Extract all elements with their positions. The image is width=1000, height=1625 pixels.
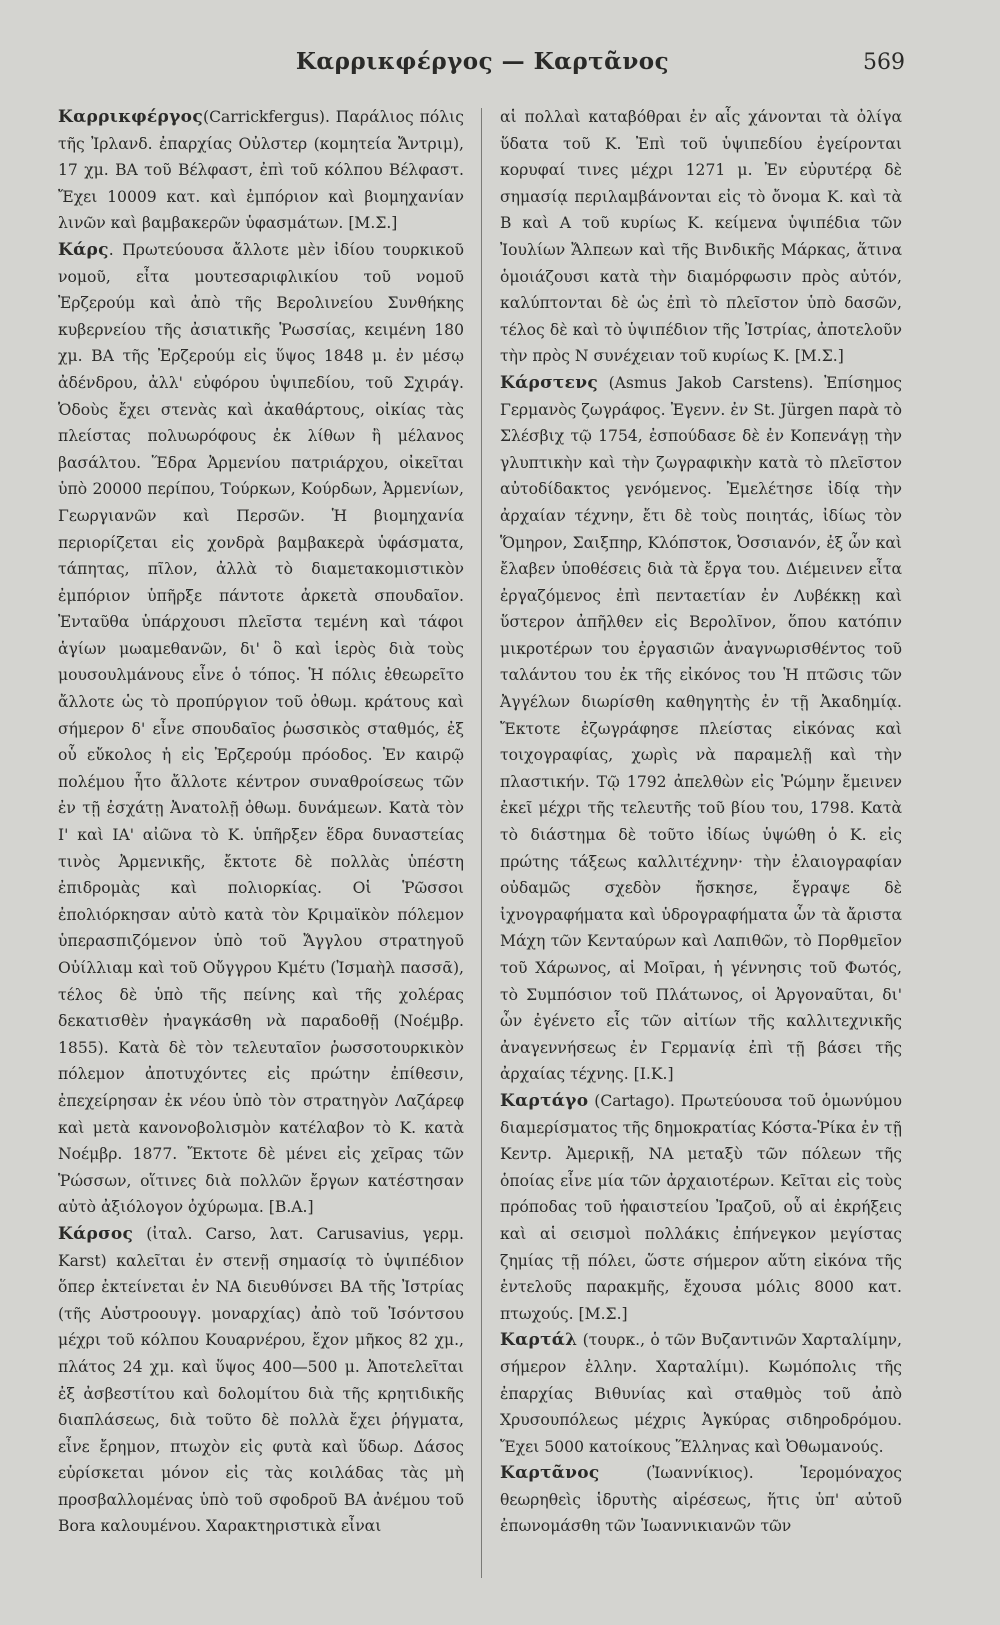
entry-headword: Κάρστενς [500, 372, 599, 393]
page-number: 569 [863, 50, 905, 75]
entry-carstens [500, 370, 902, 1088]
entry-headword: Καρτάλ [500, 1330, 578, 1351]
entry-text: . Πρωτεύουσα ἄλλοτε μὲν ἰδίου τουρκικοῦ νομοῦ, εἶτα μουτεσαριφλικίου τοῦ νομοῦ Ἐρζερούμ καὶ ἀπὸ τῆς Βερολινείου Συνθήκης κυβερνείου τῆς ἀσιατικῆς Ῥωσσίας, κειμένη 180 χμ. ΒΑ τῆς Ἐρζερούμ εἰς ὕψος 1848 μ. ἐν μέσῳ ἀδένδρου, ἀλλ' εὐφόρου ὑψιπεδίου, τοῦ Σχιράγ. Ὁδοὺς ἔχει στενὰς καὶ ἀκαθάρτους, οἰκίας τὰς πλείστας πολυωρόφους ἐκ λίθων ἢ μέλανος βασάλτου. Ἕδρα Ἀρμενίου πατριάρχου, οἰκεῖται ὑπὸ 20000 περίπου, Τούρκων, Κούρδων, Ἀρμενίων, Γεωργιανῶν καὶ Περσῶν. Ἡ βιομηχανία περιορίζεται εἰς χονδρὰ βαμβακερὰ ὑφάσματα, τάπητας, πῖλον, ἀλλὰ τὸ διαμετακομιστικὸν ἐμπόριον ὑπῆρξε πάντοτε ἀρκετὰ σπουδαῖον. Ἐνταῦθα ὑπάρχουσι πλεῖστα τεμένη καὶ τάφοι ἁγίων μωαμεθανῶν, δι' ὃ καὶ ἱερὸς διὰ τοὺς μουσουλμάνους εἶνε ὁ τόπος. Ἡ πόλις ἐθεωρεῖτο ἄλλοτε ὡς τὸ προπύργιον τοῦ ὀθωμ. κράτους καὶ σήμερον δ' εἶνε σπουδαῖος ῥωσσικὸς σταθμός, ἐξ οὗ εὔκολος ἡ εἰς Ἐρζερούμ πρόοδος. Ἐν καιρῷ πολέμου ἦτο ἄλλοτε κέντρον συναθροίσεως τῶν ἐν τῇ ἐσχάτῃ Ἀνατολῇ ὀθωμ. δυνάμεων. Κατὰ τὸν Ι' καὶ ΙΑ' αἰῶνα τὸ Κ. ὑπῆρξεν ἕδρα δυναστείας τινὸς Ἀρμενικῆς, ἔκτοτε δὲ πολλὰς ὑπέστη ἐπιδρομὰς καὶ πολιορκίας. Οἱ Ῥῶσσοι ἐπολιόρκησαν αὐτὸ κατὰ τὸν Κριμαϊκὸν πόλεμον ὑπερασπιζόμενον ὑπὸ τοῦ Ἄγγλου στρατηγοῦ Οὐίλλιαμ καὶ τοῦ Οὔγγρου Κμέτυ (Ἰσμαὴλ πασσᾶ), τέλος δὲ ὑπὸ τῆς πείνης καὶ τῆς χολέρας δεκατισθὲν ἠναγκάσθη νὰ παραδοθῇ (Νοέμβρ. 1855). Κατὰ δὲ τὸν τελευταῖον ῥωσσοτουρκικὸν πόλεμον ἀποτυχόντες εἰς πρώτην ἐπίθεσιν, ἐπεχείρησαν ἐκ νέου ὑπὸ τὸν στρατηγὸν Λαζάρεφ καὶ μετὰ κανονοβολισμὸν κατέλαβον τὸ Κ. κατὰ Νοέμβρ. 1877. Ἔκτοτε δὲ μένει εἰς χεῖρας τῶν Ῥώσσων, οἵτινες διὰ πολλῶν ἔργων κατέστησαν αὐτὸ ἀξιόλογον ὀχύρωμα. [Β.Α.] [58, 240, 464, 1217]
entry-kars [58, 237, 464, 1221]
running-title: Καρρικφέργος — Καρτᾶνος [295, 48, 670, 75]
entry-text: (Ἰωαννίκιος). Ἱερομόναχος θεωρηθεὶς ἱδρυτὴς αἱρέσεως, ἥτις ὑπ' αὐτοῦ ἐπωνομάσθη τῶν Ἰωαννικιανῶν τῶν [500, 1464, 902, 1536]
entry-headword: Κάρς [58, 239, 109, 260]
entry-headword: Καρτάγο [500, 1090, 589, 1111]
right-column [500, 104, 902, 1540]
entry-text: (ἰταλ. Carso, λατ. Carusavius, γερμ. Karst) καλεῖται ἐν στενῇ σημασίᾳ τὸ ὑψιπέδιον ὅπερ ἐκτείνεται ἐν ΝΑ διευθύνσει ΒΑ τῆς Ἰστρίας (τῆς Αὐστροουγγ. μοναρχίας) ἀπὸ τοῦ Ἰσόντσου μέχρι τοῦ κόλπου Κουαρνέρου, ἔχον μῆκος 82 χμ., πλάτος 24 χμ. καὶ ὕψος 400—500 μ. Ἀποτελεῖται ἐξ ἀσβεστίτου καὶ δολομίτου διὰ τῆς κρητιδικῆς διαπλάσεως, διὰ τοῦτο δὲ πολλὰ ἔχει ῥήγματα, εἶνε ἔρημον, πτωχὸν εἰς φυτὰ καὶ ὕδωρ. Δάσος εὑρίσκεται μόνον εἰς τὰς κοιλάδας τὰς μὴ προσβαλλομένας ὑπὸ τοῦ σφοδροῦ ΒΑ ἀνέμου τοῦ Bora καλουμένου. Χαρακτηριστικὰ εἶναι [58, 1224, 464, 1536]
entry-headword: Κάρσος [58, 1223, 134, 1244]
entry-text: (Asmus Jakob Carstens). Ἐπίσημος Γερμανὸς ζωγράφος. Ἐγενν. ἐν St. Jürgen παρὰ τὸ Σλέσβιχ τῷ 1754, ἐσπούδασε δὲ ἐν Κοπενάγῃ τὴν γλυπτικὴν καὶ τὴν ζωγραφικὴν κατὰ τὸ πλεῖστον αὐτοδίδακτος γενόμενος. Ἐμελέτησε ἰδίᾳ τὴν ἀρχαίαν τέχνην, ἔτι δὲ τοὺς ποιητάς, ἰδίως τὸν Ὅμηρον, Σαιξπηρ, Κλόπστοκ, Ὀσσιανόν, ἐξ ὧν καὶ ἔλαβεν ὑποθέσεις διὰ τὰ ἔργα του. Διέμεινεν εἶτα ἐργαζόμενος ἐπὶ πενταετίαν ἐν Λυβέκκῃ καὶ ὕστερον ἀπῆλθεν εἰς Βερολῖνον, ὅπου κατόπιν μικροτέρων του ἐργασιῶν ἀναγνωρισθέντος τοῦ ταλάντου του ἐκ τῆς εἰκόνος του Ἡ πτῶσις τῶν Ἀγγέλων διωρίσθη καθηγητὴς ἐν τῇ Ἀκαδημίᾳ. Ἔκτοτε ἐζωγράφησε πλείστας εἰκόνας καὶ τοιχογραφίας, χωρὶς νὰ παραμελῇ καὶ τὴν πλαστικήν. Τῷ 1792 ἀπελθὼν εἰς Ῥώμην ἔμεινεν ἐκεῖ μέχρι τῆς τελευτῆς τοῦ βίου του, 1798. Κατὰ τὸ διάστημα δὲ τοῦτο ἰδίως ὑψώθη ὁ Κ. εἰς πρώτης τάξεως καλλιτέχνην· τὴν ἐλαιογραφίαν οὐδαμῶς σχεδὸν ἤσκησε, ἔγραψε δὲ ἰχνογραφήματα καὶ ὑδρογραφήματα ὧν τὰ ἄριστα Μάχη τῶν Κενταύρων καὶ Λαπιθῶν, τὸ Πορθμεῖον τοῦ Χάρωνος, αἱ Μοῖραι, ἡ γέννησις τοῦ Φωτός, τὸ Συμπόσιον τοῦ Πλάτωνος, οἱ Ἀργοναῦται, δι' ὧν ἐγένετο εἷς τῶν αἰτίων τῆς καλλιτεχνικῆς ἀναγεννήσεως ἐν Γερμανίᾳ ἐπὶ τῇ βάσει τῆς ἀρχαίας τέχνης. [Ι.Κ.] [500, 373, 902, 1084]
entry-text: (Cartago). Πρωτεύουσα τοῦ ὁμωνύμου διαμερίσματος τῆς δημοκρατίας Κόστα-Ῥίκα ἐν τῇ Κεντρ. Ἀμερικῇ, ΝΑ μεταξὺ τῶν πόλεων τῆς ὁποίας εἶνε μία τῶν ἀρχαιοτέρων. Κεῖται εἰς τοὺς πρόποδας τοῦ ἡφαιστείου Ἰραζοῦ, οὗ αἱ ἐκρήξεις καὶ αἱ σεισμοὶ πολλάκις ἐπήνεγκον μεγίστας ζημίας τῇ πόλει, ὥστε σήμερον αὕτη εἰκόνα τῆς ἐντελοῦς παρακμῆς, ἔχουσα μόλις 8000 κατ. πτωχούς. [Μ.Σ.] [500, 1091, 902, 1323]
entry-text: (τουρκ., ὁ τῶν Βυζαντινῶν Χαρταλίμην, σήμερον ἑλλην. Χαρταλίμι). Κωμόπολις τῆς ἐπαρχίας Βιθυνίας καὶ σταθμὸς τοῦ ἀπὸ Χρυσουπόλεως μέχρις Ἀγκύρας σιδηροδρόμου. Ἔχει 5000 κατοίκους Ἕλληνας καὶ Ὀθωμανούς. [500, 1331, 902, 1456]
entry-text: αἱ πολλαὶ καταβόθραι ἐν αἷς χάνονται τὰ ὀλίγα ὕδατα τοῦ Κ. Ἐπὶ τοῦ ὑψιπεδίου ἐγείρονται κορυφαί τινες μέχρι 1271 μ. Ἐν εὐρυτέρᾳ δὲ σημασίᾳ περιλαμβάνονται εἰς τὸ ὄνομα Κ. καὶ τὰ Β καὶ Α τοῦ κυρίως Κ. κείμενα ὑψιπέδια τῶν Ἰουλίων Ἄλπεων καὶ τῆς Βινδικῆς Μάρκας, ἅτινα ὁμοιάζουσι κατὰ τὴν διαμόρφωσιν πρὸς αὐτόν, καλύπτονται δὲ ὡς ἐπὶ τὸ πλεῖστον ὑπὸ δασῶν, τέλος δὲ καὶ τὸ ὑψιπέδιον τῆς Ἰστρίας, ἀποτελοῦν τὴν πρὸς Ν συνέχειαν τοῦ κυρίως Κ. [Μ.Σ.] [500, 108, 902, 366]
entry-karsos-continued [500, 104, 902, 370]
column-divider [481, 108, 482, 1578]
entry-kartanos [500, 1460, 902, 1540]
entry-headword: Καρτᾶνος [500, 1463, 600, 1484]
entry-kartal [500, 1327, 902, 1460]
entry-text: (Carrickfergus). Παράλιος πόλις τῆς Ἰρλανδ. ἐπαρχίας Οὐλστερ (κομητεία Ἄντριμ), 17 χμ. ΒΑ τοῦ Βέλφαστ, ἐπὶ τοῦ κόλπου Βέλφαστ. Ἔχει 10009 κατ. καὶ ἐμπόριον καὶ βιομηχανίαν λινῶν καὶ βαμβακερῶν ὑφασμάτων. [Μ.Σ.] [58, 108, 464, 233]
entry-cartago [500, 1088, 902, 1327]
entry-headword: Καρρικφέργος [58, 107, 203, 127]
entry-karsos [58, 1221, 464, 1540]
entry-carrickfergus [58, 104, 464, 237]
left-column [58, 104, 464, 1540]
page-header [60, 48, 905, 84]
